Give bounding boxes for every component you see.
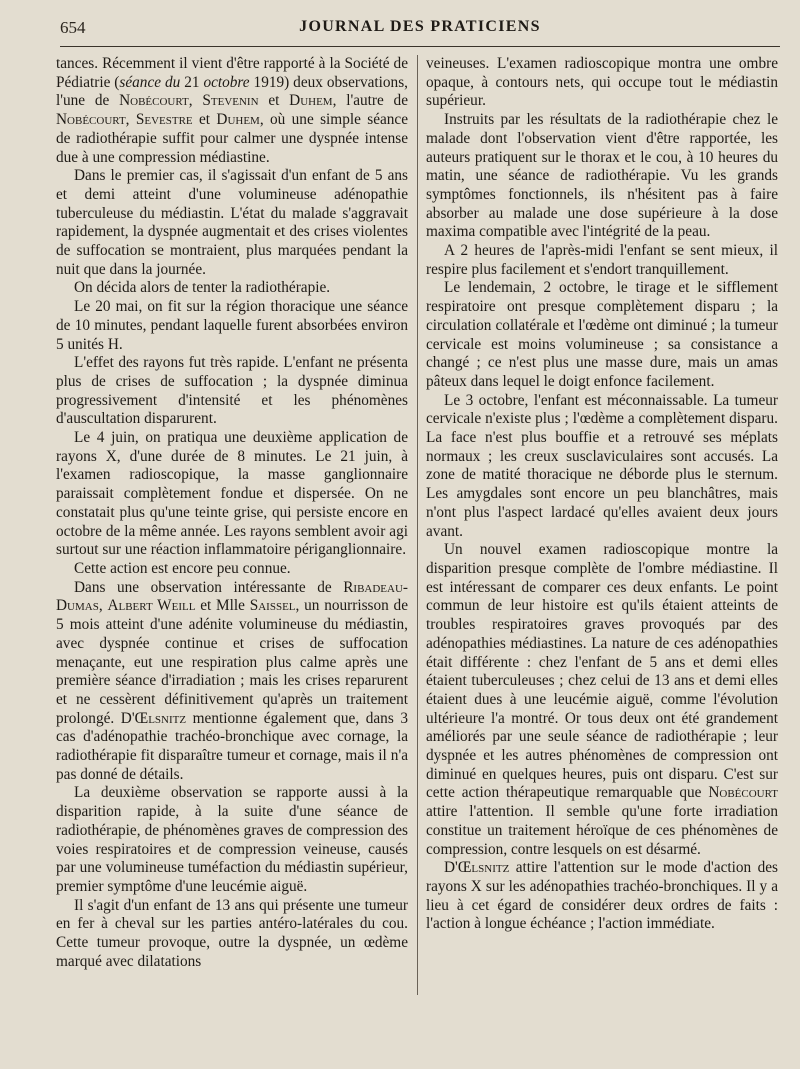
author-name: Saissel: [249, 597, 296, 615]
paragraph: Instruits par les résultats de la radiothérapie chez le malade dont l'observation vient d'être rapportée, les auteurs pratiquent sur le thorax et le cou, à 10 heures du matin, une séance de radiothérapie. Vu les grands symptômes fonctionnels, ils n'hésitent pas à faire absorber au malade une dose supérieure à la dose maxima compatible avec l'intégrité de la peau.: [426, 111, 778, 241]
author-name: Albert Weill: [107, 597, 196, 615]
paragraph: Le 20 mai, on fit sur la région thoracique une séance de 10 minutes, pendant laquelle furent absorbées environ 5 unités H.: [56, 298, 408, 353]
paragraph: Le 3 octobre, l'enfant est méconnaissable. La tumeur cervicale n'existe plus ; l'œdème a complètement disparu. La face n'est plus bouffie et a retrouvé ses méplats normaux ; les creux susclaviculaires sont accusés. La zone de matité thoracique ne déborde plus le sternum. Les amygdales sont encore un peu blanchâtres, mais n'ont plus l'aspect lardacé qu'elles avaient deux jours avant.: [426, 391, 778, 540]
journal-title: JOURNAL DES PRATICIENS: [299, 18, 541, 35]
paragraph: tances. Récemment il vient d'être rapporté à la Société de Pédiatrie (séance du 21 octobre 1919) deux observations, l'une de Nobécourt, Stevenin et Duhem, l'autre de Nobécourt, Sevestre et Duhem, où une simple séance de radiothérapie suffit pour calmer une dyspnée intense due à une compression médiastine.: [56, 55, 408, 166]
author-name: Œlsnitz: [134, 709, 187, 727]
paragraph: A 2 heures de l'après-midi l'enfant se sent mieux, il respire plus facilement et s'endort tranquillement.: [426, 242, 778, 278]
author-name: Duhem: [289, 92, 333, 110]
page-number: 654: [60, 18, 86, 37]
right-column: [426, 55, 778, 934]
page-header: [60, 16, 780, 47]
paragraph: Le lendemain, 2 octobre, le tirage et le sifflement respiratoire ont presque complètement disparu ; la circulation collatérale et l'œdème ont diminué ; la tumeur cervicale est moins volumineuse ; sa consistance a changé ; ce n'est plus une masse dure, mais un amas pâteux dans lequel le doigt enfonce facilement.: [426, 279, 778, 390]
paragraph: On décida alors de tenter la radiothérapie.: [74, 279, 331, 297]
author-name: Ribadeau-Dumas: [56, 578, 408, 615]
left-column: [56, 55, 408, 971]
paragraph: L'effet des rayons fut très rapide. L'enfant ne présenta plus de crises de suffocation ; la dyspnée diminua progressivement d'intensité et les phénomènes d'auscultation disparurent.: [56, 354, 408, 428]
paragraph: Il s'agit d'un enfant de 13 ans qui présente une tumeur en fer à cheval sur les parties antéro-latérales du cou. Cette tumeur provoque, outre la dyspnée, un œdème marqué avec dilatations: [56, 896, 408, 970]
author-name: Duhem: [216, 111, 260, 129]
paragraph: D'Œlsnitz attire l'attention sur le mode d'action des rayons X sur les adénopathies trachéo-bronchiques. Il y a lieu à cet égard de considérer deux ordres de faits : l'action à longue échéance ; l'action immédiate.: [426, 859, 778, 933]
paragraph: Le 4 juin, on pratiqua une deuxième application de rayons X, d'une durée de 8 minutes. Le 21 juin, à l'examen radioscopique, la masse ganglionnaire paraissait complètement fondue et dispersée. On ne constatait plus qu'une teinte grise, qui persiste encore en octobre de la même année. Les rayons semblent avoir agi surtout sur une réaction inflammatoire périganglionnaire.: [56, 429, 408, 559]
author-name: Œlsnitz: [457, 859, 510, 877]
paragraph: Cette action est encore peu connue.: [74, 559, 291, 577]
column-divider: [417, 55, 418, 995]
author-name: Nobécourt: [119, 92, 189, 110]
author-name: Sevestre: [135, 111, 193, 129]
paragraph: Un nouvel examen radioscopique montre la disparition presque complète de l'ombre médiastine. Il est intéressant de comparer ces deux enfants. Le point commun de leur histoire est qu'ils étaient atteints de troubles respiratoires graves provoqués par des adénopathies médiastines. La nature de ces adénopathies était différente : chez l'enfant de 5 ans et demi elles étaient tuberculeuses ; chez celui de 13 ans et demi elles étaient dues à une leucémie aiguë, comme l'évolution ultérieure l'a montré. Or tous deux ont été grandement améliorés par une seule séance de radiothérapie ; leur dyspnée et les autres phénomènes de compression ont diminué en quelques heures, puis ont disparu. C'est sur cette action thérapeutique remarquable que Nobécourt attire l'attention. Il semble qu'une forte irradiation constitue un traitement héroïque de ces phénomènes de compression, contre lesquels on est désarmé.: [426, 541, 778, 858]
author-name: Nobécourt: [56, 111, 126, 129]
paragraph: veineuses. L'examen radioscopique montra une ombre opaque, à contours nets, qui occupe tout le médiastin supérieur.: [426, 55, 778, 110]
paragraph: Dans une observation intéressante de Ribadeau-Dumas, Albert Weill et Mlle Saissel, un nourrisson de 5 mois atteint d'une adénite volumineuse du médiastin, avec dyspnée continue et crises de suffocation menaçante, eut une respiration plus calme après une première séance d'irradiation ; mais les crises reparurent et ne cessèrent définitivement qu'après un traitement prolongé. D'Œlsnitz mentionne également que, dans 3 cas d'adénopathie trachéo-bronchique avec cornage, la radiothérapie fit disparaître tumeur et cornage, mais il n'a pas donné de détails.: [56, 578, 408, 783]
author-name: Stevenin: [202, 92, 259, 110]
paragraph: La deuxième observation se rapporte aussi à la disparition rapide, à la suite d'une séance de radiothérapie, de phénomènes graves de compression des voies respiratoires et de compression veineuse, causés par une volumineuse tuméfaction du médiastin supérieur, premier symptôme d'une leucémie aiguë.: [56, 784, 408, 895]
paragraph: Dans le premier cas, il s'agissait d'un enfant de 5 ans et demi atteint d'une volumineuse adénopathie tuberculeuse du médiastin. L'état du malade s'aggravait rapidement, la dyspnée augmentait et des crises violentes de suffocation se montraient, plus marquées pendant la nuit que dans la journée.: [56, 167, 408, 278]
author-name: Nobécourt: [708, 784, 778, 802]
